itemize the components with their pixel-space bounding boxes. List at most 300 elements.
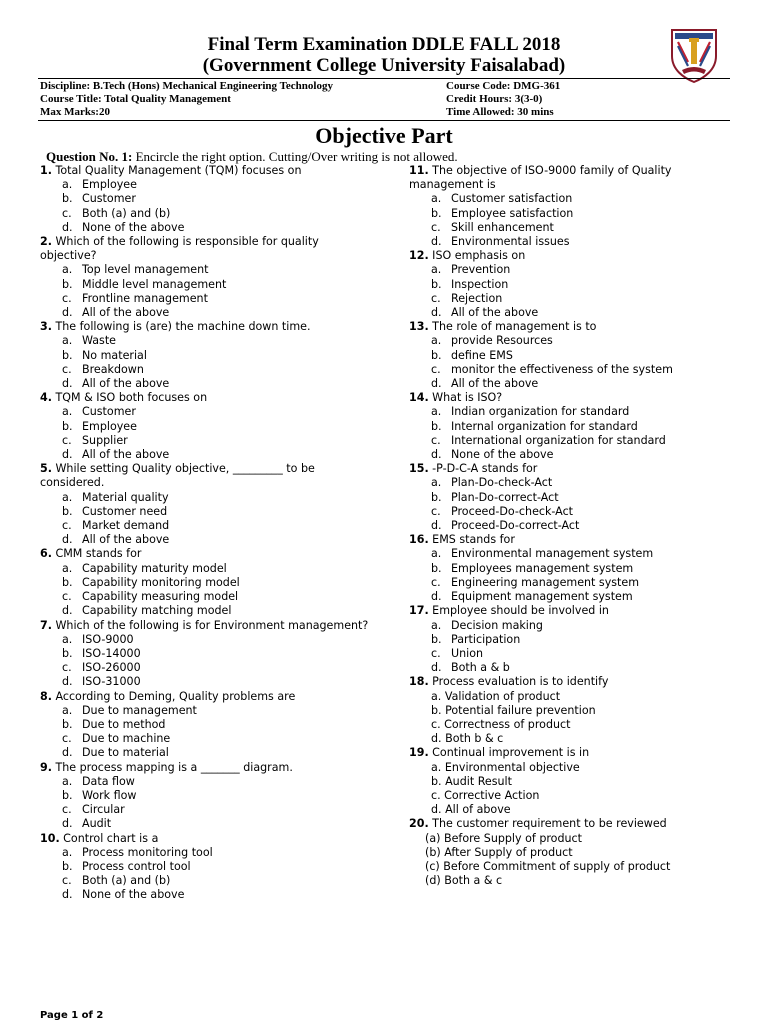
option-letter: b. <box>62 277 73 291</box>
answer-option[interactable] <box>40 377 370 391</box>
answer-option[interactable] <box>409 619 739 633</box>
option-text: b. Audit Result <box>431 774 512 788</box>
question <box>40 164 370 178</box>
answer-option[interactable] <box>40 846 370 860</box>
option-text: Employee <box>82 178 137 192</box>
question <box>40 462 370 490</box>
option-letter: d. <box>431 661 442 675</box>
option-text: None of the above <box>451 448 554 462</box>
page-number: Page 1 of 2 <box>40 1010 104 1021</box>
answer-option[interactable] <box>40 633 370 647</box>
course-title: Course Title: Total Quality Management <box>40 93 231 105</box>
option-text: Customer satisfaction <box>451 192 573 206</box>
question <box>40 690 370 704</box>
option-letter: c. <box>431 646 441 660</box>
question-text: -P-D-C-A stands for <box>428 462 538 476</box>
option-letter: c. <box>62 661 72 675</box>
option-letter: d. <box>431 519 442 533</box>
answer-option[interactable] <box>409 306 739 320</box>
option-letter: c. <box>62 291 72 305</box>
option-letter: a. <box>431 334 442 348</box>
option-text: Environmental issues <box>451 235 570 249</box>
option-text: c. Corrective Action <box>431 788 540 802</box>
answer-option[interactable] <box>40 292 370 306</box>
option-letter: a. <box>431 263 442 277</box>
header-divider-bottom <box>38 120 730 121</box>
option-letter: d. <box>62 533 73 547</box>
question <box>40 832 370 846</box>
answer-option[interactable] <box>40 363 370 377</box>
option-text: Rejection <box>451 291 503 305</box>
answer-option[interactable] <box>409 405 739 419</box>
answer-option[interactable] <box>409 661 739 675</box>
option-text: Material quality <box>82 490 169 504</box>
option-letter: c. <box>62 732 72 746</box>
option-text: Work flow <box>82 788 137 802</box>
option-letter: d. <box>62 306 73 320</box>
option-text: Internal organization for standard <box>451 419 638 433</box>
answer-option[interactable] <box>409 448 739 462</box>
option-text: Plan-Do-check-Act <box>451 476 553 490</box>
option-letter: b. <box>431 490 442 504</box>
university-name: (Government College University Faisalabad) <box>202 55 566 76</box>
option-letter: b. <box>431 206 442 220</box>
option-text: Indian organization for standard <box>451 405 630 419</box>
option-text: Engineering management system <box>451 575 640 589</box>
option-text: Market demand <box>82 519 170 533</box>
answer-option[interactable] <box>409 192 739 206</box>
option-text: Due to management <box>82 703 197 717</box>
option-letter: a. <box>431 618 442 632</box>
answer-option[interactable] <box>409 789 739 803</box>
option-text: c. Correctness of product <box>431 717 571 731</box>
option-letter: b. <box>431 277 442 291</box>
question <box>409 604 739 618</box>
meta-right <box>446 80 560 119</box>
answer-option[interactable] <box>40 860 370 874</box>
answer-option[interactable] <box>409 349 739 363</box>
questions-column-left <box>40 164 370 903</box>
option-text: Skill enhancement <box>451 220 554 234</box>
answer-option[interactable] <box>409 860 739 874</box>
answer-option[interactable] <box>409 221 739 235</box>
option-letter: a. <box>431 192 442 206</box>
answer-option[interactable] <box>409 420 739 434</box>
answer-option[interactable] <box>409 704 739 718</box>
option-text: Supplier <box>82 433 128 447</box>
option-text: Employees management system <box>451 561 634 575</box>
question-text: Employee should be involved in <box>428 604 609 618</box>
option-text: Capability matching model <box>82 604 232 618</box>
answer-option[interactable] <box>409 803 739 817</box>
answer-option[interactable] <box>409 732 739 746</box>
option-letter: d. <box>62 448 73 462</box>
option-letter: b. <box>62 348 73 362</box>
option-letter: d. <box>431 448 442 462</box>
answer-option[interactable] <box>40 647 370 661</box>
option-text: Customer <box>82 405 136 419</box>
question-text: The customer requirement to be reviewed <box>428 817 667 831</box>
question <box>409 249 739 263</box>
question-number: 4. <box>40 391 52 405</box>
max-marks: Max Marks:20 <box>40 106 110 118</box>
option-text: Capability monitoring model <box>82 575 240 589</box>
option-letter: d. <box>62 604 73 618</box>
question-text: Control chart is a <box>59 831 159 845</box>
option-text: Customer <box>82 192 136 206</box>
question-text: Total Quality Management (TQM) focuses on <box>51 164 302 177</box>
option-letter: c. <box>431 575 441 589</box>
option-letter: d. <box>431 377 442 391</box>
question-number: 8. <box>40 689 52 703</box>
option-text: (d) Both a & c <box>425 874 503 888</box>
option-text: None of the above <box>82 888 185 902</box>
option-letter: b. <box>62 504 73 518</box>
option-letter: b. <box>62 575 73 589</box>
option-letter: b. <box>62 717 73 731</box>
option-text: Both (a) and (b) <box>82 874 171 888</box>
option-letter: c. <box>431 362 441 376</box>
question <box>40 235 370 263</box>
answer-option[interactable] <box>409 363 739 377</box>
option-text: Process control tool <box>82 859 191 873</box>
question <box>409 164 739 192</box>
question-number: 14. <box>409 391 429 405</box>
answer-option[interactable] <box>40 192 370 206</box>
question-number: 5. <box>40 462 52 476</box>
option-letter: a. <box>62 703 73 717</box>
option-text: Frontline management <box>82 291 208 305</box>
option-letter: d. <box>431 306 442 320</box>
answer-option[interactable] <box>409 846 739 860</box>
option-letter: c. <box>62 590 72 604</box>
answer-option[interactable] <box>409 647 739 661</box>
question-number: 15. <box>409 462 429 476</box>
meta-left <box>40 80 333 119</box>
option-text: b. Potential failure prevention <box>431 703 596 717</box>
question-number: 13. <box>409 320 429 334</box>
answer-option[interactable] <box>40 746 370 760</box>
answer-option[interactable] <box>40 278 370 292</box>
question-text: Which of the following is for Environment management? <box>51 618 369 632</box>
question-text: Continual improvement is in <box>428 746 590 760</box>
option-letter: a. <box>62 561 73 575</box>
option-text: Employee <box>82 419 137 433</box>
question-text: TQM & ISO both focuses on <box>51 391 208 405</box>
option-text: Equipment management system <box>451 590 633 604</box>
answer-option[interactable] <box>40 405 370 419</box>
option-letter: c. <box>62 206 72 220</box>
answer-option[interactable] <box>409 334 739 348</box>
option-text: All of the above <box>82 306 170 320</box>
option-text: Union <box>451 646 484 660</box>
option-text: ISO-26000 <box>82 661 141 675</box>
option-text: Both a & b <box>451 661 510 675</box>
option-letter: a. <box>62 178 73 192</box>
option-text: Plan-Do-correct-Act <box>451 490 559 504</box>
option-letter: c. <box>431 433 441 447</box>
option-text: a. Validation of product <box>431 689 561 703</box>
answer-option[interactable] <box>40 576 370 590</box>
option-text: Proceed-Do-check-Act <box>451 504 574 518</box>
question <box>40 761 370 775</box>
university-crest-icon <box>668 26 720 84</box>
option-text: Decision making <box>451 618 543 632</box>
answer-option[interactable] <box>40 334 370 348</box>
answer-option[interactable] <box>40 562 370 576</box>
question <box>409 533 739 547</box>
section-title: Objective Part <box>315 123 453 148</box>
option-text: Capability maturity model <box>82 561 227 575</box>
option-text: Employee satisfaction <box>451 206 574 220</box>
option-text: All of the above <box>82 533 170 547</box>
instruction-text: Encircle the right option. Cutting/Over writing is not allowed. <box>132 149 458 164</box>
exam-title: Final Term Examination DDLE FALL 2018 <box>207 34 561 55</box>
question <box>409 675 739 689</box>
option-letter: b. <box>62 646 73 660</box>
question-text: CMM stands for <box>51 547 142 561</box>
option-letter: a. <box>62 334 73 348</box>
answer-option[interactable] <box>409 690 739 704</box>
questions-column-right <box>409 164 739 888</box>
question-text: Which of the following is responsible for quality objective? <box>40 235 319 263</box>
question <box>40 547 370 561</box>
credit-hours: Credit Hours: 3(3-0) <box>446 93 543 105</box>
answer-option[interactable] <box>40 718 370 732</box>
question-number: 16. <box>409 533 429 547</box>
answer-option[interactable] <box>40 803 370 817</box>
option-text: Proceed-Do-correct-Act <box>451 519 580 533</box>
option-text: Audit <box>82 817 112 831</box>
answer-option[interactable] <box>409 775 739 789</box>
answer-option[interactable] <box>40 420 370 434</box>
question-number: 12. <box>409 249 429 263</box>
option-letter: b. <box>431 632 442 646</box>
option-letter: c. <box>62 433 72 447</box>
question <box>409 462 739 476</box>
answer-option[interactable] <box>409 278 739 292</box>
answer-option[interactable] <box>409 547 739 561</box>
question-number: 18. <box>409 675 429 689</box>
option-text: a. Environmental objective <box>431 760 580 774</box>
answer-option[interactable] <box>409 491 739 505</box>
option-text: d. Both b & c <box>431 732 504 746</box>
question-number: 3. <box>40 320 52 334</box>
question <box>409 320 739 334</box>
option-text: (b) After Supply of product <box>425 845 573 859</box>
option-text: None of the above <box>82 220 185 234</box>
answer-option[interactable] <box>40 888 370 902</box>
answer-option[interactable] <box>40 675 370 689</box>
option-text: ISO-9000 <box>82 632 134 646</box>
option-text: Inspection <box>451 277 509 291</box>
option-text: Top level management <box>82 263 209 277</box>
option-letter: b. <box>431 561 442 575</box>
option-letter: a. <box>431 476 442 490</box>
option-letter: a. <box>62 490 73 504</box>
answer-option[interactable] <box>409 292 739 306</box>
option-text: Prevention <box>451 263 511 277</box>
answer-option[interactable] <box>409 263 739 277</box>
answer-option[interactable] <box>409 761 739 775</box>
option-text: Process monitoring tool <box>82 845 213 859</box>
option-letter: d. <box>62 817 73 831</box>
option-letter: b. <box>431 348 442 362</box>
answer-option[interactable] <box>40 448 370 462</box>
question-text: While setting Quality objective, _________ to be considered. <box>40 462 315 490</box>
question-number: 6. <box>40 547 52 561</box>
answer-option[interactable] <box>40 505 370 519</box>
answer-option[interactable] <box>40 178 370 192</box>
option-text: d. All of above <box>431 803 511 817</box>
course-code: Course Code: DMG-361 <box>446 80 561 92</box>
question-text: According to Deming, Quality problems are <box>51 689 296 703</box>
discipline: Discipline: B.Tech (Hons) Mechanical Engineering Technology <box>40 80 333 92</box>
answer-option[interactable] <box>40 349 370 363</box>
answer-option[interactable] <box>409 505 739 519</box>
option-text: ISO-31000 <box>82 675 141 689</box>
option-text: All of the above <box>82 448 170 462</box>
question <box>40 391 370 405</box>
answer-option[interactable] <box>409 235 739 249</box>
option-text: All of the above <box>451 306 539 320</box>
option-text: define EMS <box>451 348 513 362</box>
question-number: 1. <box>40 164 52 177</box>
answer-option[interactable] <box>40 434 370 448</box>
option-text: Due to method <box>82 717 166 731</box>
option-text: Participation <box>451 632 521 646</box>
question <box>409 391 739 405</box>
header-divider-top <box>38 78 730 79</box>
option-letter: c. <box>62 362 72 376</box>
answer-option[interactable] <box>40 207 370 221</box>
option-text: Capability measuring model <box>82 590 239 604</box>
question-text: The role of management is to <box>428 320 597 334</box>
answer-option[interactable] <box>409 519 739 533</box>
answer-option[interactable] <box>409 434 739 448</box>
option-text: Breakdown <box>82 362 144 376</box>
option-letter: b. <box>62 419 73 433</box>
answer-option[interactable] <box>40 519 370 533</box>
option-letter: b. <box>62 192 73 206</box>
option-letter: b. <box>431 419 442 433</box>
question-text: EMS stands for <box>428 533 515 547</box>
answer-option[interactable] <box>40 874 370 888</box>
answer-option[interactable] <box>40 661 370 675</box>
option-letter: d. <box>62 888 73 902</box>
option-letter: d. <box>62 675 73 689</box>
answer-option[interactable] <box>409 476 739 490</box>
answer-option[interactable] <box>409 832 739 846</box>
option-letter: d. <box>62 377 73 391</box>
answer-option[interactable] <box>40 604 370 618</box>
option-text: Due to machine <box>82 732 171 746</box>
question <box>409 746 739 760</box>
answer-option[interactable] <box>409 874 739 888</box>
option-text: provide Resources <box>451 334 553 348</box>
option-text: (a) Before Supply of product <box>425 831 582 845</box>
answer-option[interactable] <box>40 789 370 803</box>
option-letter: a. <box>62 774 73 788</box>
option-text: ISO-14000 <box>82 646 141 660</box>
answer-option[interactable] <box>409 207 739 221</box>
option-letter: b. <box>62 788 73 802</box>
answer-option[interactable] <box>40 263 370 277</box>
option-letter: a. <box>431 547 442 561</box>
question-number: 17. <box>409 604 429 618</box>
option-text: Waste <box>82 334 117 348</box>
answer-option[interactable] <box>40 817 370 831</box>
option-letter: a. <box>431 405 442 419</box>
option-letter: b. <box>62 859 73 873</box>
option-letter: a. <box>62 632 73 646</box>
answer-option[interactable] <box>409 718 739 732</box>
option-text: International organization for standard <box>451 433 666 447</box>
question-number: 10. <box>40 831 60 845</box>
question-text: The following is (are) the machine down time. <box>51 320 311 334</box>
option-text: All of the above <box>451 377 539 391</box>
instruction-label: Question No. 1: <box>46 149 133 164</box>
option-text: Middle level management <box>82 277 227 291</box>
question <box>409 817 739 831</box>
option-letter: c. <box>431 220 441 234</box>
question-number: 11. <box>409 164 429 177</box>
question-number: 2. <box>40 235 52 249</box>
question-text: What is ISO? <box>428 391 503 405</box>
answer-option[interactable] <box>40 221 370 235</box>
answer-option[interactable] <box>409 562 739 576</box>
answer-option[interactable] <box>40 775 370 789</box>
answer-option[interactable] <box>40 306 370 320</box>
instruction <box>46 149 458 165</box>
question <box>40 320 370 334</box>
answer-option[interactable] <box>40 491 370 505</box>
question-text: The objective of ISO-9000 family of Quality management is <box>409 164 672 192</box>
question-text: Process evaluation is to identify <box>428 675 609 689</box>
option-text: monitor the effectiveness of the system <box>451 362 673 376</box>
option-letter: d. <box>431 590 442 604</box>
question-number: 19. <box>409 746 429 760</box>
answer-option[interactable] <box>40 732 370 746</box>
answer-option[interactable] <box>409 633 739 647</box>
answer-option[interactable] <box>409 377 739 391</box>
option-letter: c. <box>62 803 72 817</box>
answer-option[interactable] <box>40 533 370 547</box>
option-text: Environmental management system <box>451 547 654 561</box>
question-text: ISO emphasis on <box>428 249 526 263</box>
option-text: Both (a) and (b) <box>82 206 171 220</box>
time-allowed: Time Allowed: 30 mins <box>446 106 554 118</box>
option-text: Circular <box>82 803 125 817</box>
option-text: Customer need <box>82 504 168 518</box>
answer-option[interactable] <box>40 704 370 718</box>
option-text: Data flow <box>82 774 135 788</box>
answer-option[interactable] <box>409 590 739 604</box>
option-text: Due to material <box>82 746 169 760</box>
answer-option[interactable] <box>40 590 370 604</box>
question-text: The process mapping is a _______ diagram. <box>51 760 293 774</box>
option-letter: d. <box>431 235 442 249</box>
option-letter: c. <box>431 504 441 518</box>
option-text: No material <box>82 348 147 362</box>
option-letter: a. <box>62 845 73 859</box>
answer-option[interactable] <box>409 576 739 590</box>
question-number: 20. <box>409 817 429 831</box>
option-letter: d. <box>62 220 73 234</box>
option-letter: c. <box>62 874 72 888</box>
option-letter: c. <box>62 519 72 533</box>
question <box>40 619 370 633</box>
